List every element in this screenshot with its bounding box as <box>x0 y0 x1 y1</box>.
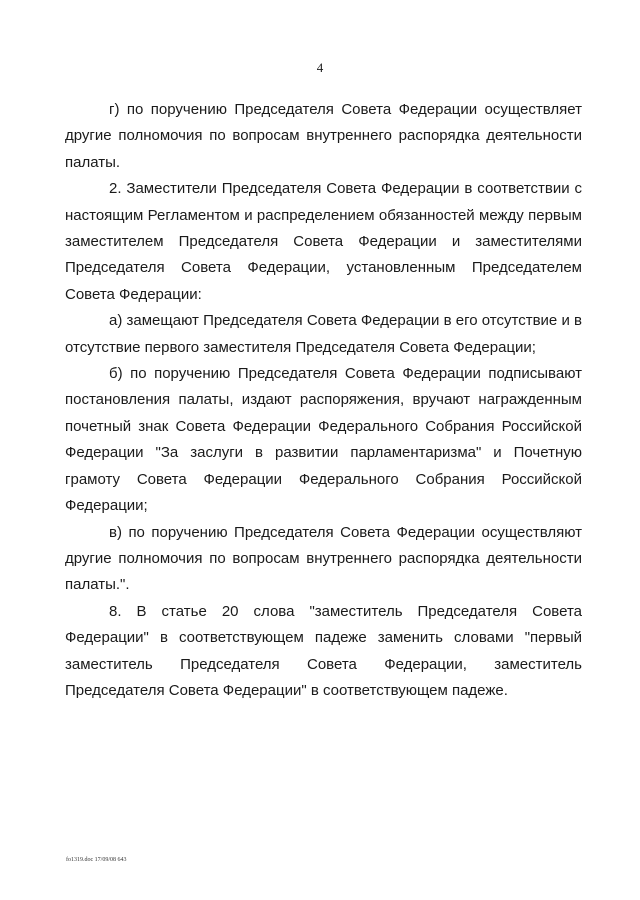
file-footer: fo1319.doc 17/09/08 643 <box>66 857 127 863</box>
document-body <box>65 97 582 704</box>
paragraph-deputies: 2. Заместители Председателя Совета Федерации в соответствии с настоящим Регламентом и распределением обязанностей между первым заместителем Председателя Совета Федерации и заместителями Председателя Совета Федерации, установленным Председателем Совета Федерации: <box>65 180 582 303</box>
paragraph-item-a: а) замещают Председателя Совета Федерации в его отсутствие и в отсутствие первого заместителя Председателя Совета Федерации; <box>65 312 582 356</box>
paragraph-article-20: 8. В статье 20 слова "заместитель Председателя Совета Федерации" в соответствующем падеже заменить словами "первый заместитель Председателя Совета Федерации, заместитель Председателя Совета Федерации" в соответствующем падеже. <box>65 602 582 699</box>
paragraph-item-v: в) по поручению Председателя Совета Федерации осуществляют другие полномочия по вопросам внутреннего распорядка деятельности палаты.". <box>65 523 582 594</box>
page-number: 4 <box>316 60 324 75</box>
paragraph-item-g: г) по поручению Председателя Совета Федерации осуществляет другие полномочия по вопросам внутреннего распорядка деятельности палаты. <box>65 101 582 171</box>
paragraph-item-b: б) по поручению Председателя Совета Федерации подписывают постановления палаты, издают распоряжения, вручают награжденным почетный знак Совета Федерации Федерального Собрания Российской Федерации "За заслуги в развитии парламентаризма" и Почетную грамоту Совета Федерации Федерального Собрания Российской Федерации; <box>65 365 582 515</box>
